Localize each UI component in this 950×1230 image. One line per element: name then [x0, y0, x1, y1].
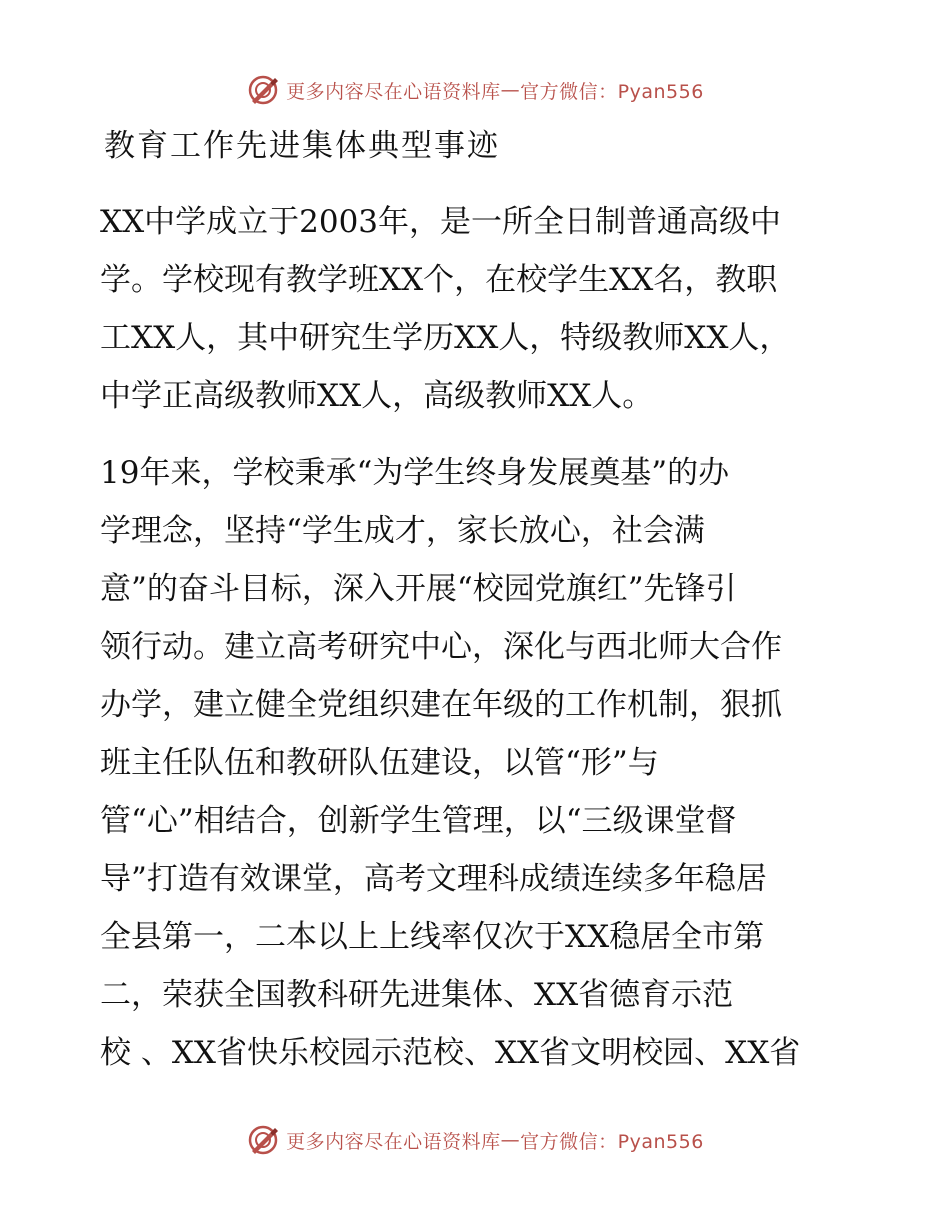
pen-logo-icon	[246, 73, 280, 107]
paragraph-line: 班主任队伍和教研队伍建设，以管“形”与	[100, 745, 659, 781]
paragraph-line: 学理念，坚持“学生成才，家长放心，社会满	[100, 513, 705, 549]
paragraph-2	[100, 444, 852, 1082]
paragraph-line: 领行动。建立高考研究中心，深化与西北师大合作	[100, 629, 782, 665]
watermark-brand: 更多内容尽在心语资料库	[286, 1130, 501, 1153]
paragraph-line: 办学，建立健全党组织建在年级的工作机制，狠抓	[100, 687, 782, 723]
paragraph-line: 全县第一，二本以上上线率仅次于XX稳居全市第	[100, 919, 765, 955]
paragraph-line: 管“心”相结合，创新学生管理，以“三级课堂督	[100, 803, 737, 839]
paragraph-line: XX中学成立于2003年，是一所全日制普通高级中	[100, 204, 782, 240]
document-title: 教育工作先进集体典型事迹	[104, 128, 500, 164]
watermark-brand: 更多内容尽在心语资料库	[286, 80, 501, 103]
watermark-banner-bottom	[0, 1120, 950, 1160]
watermark-account: 官方微信：Pyan556	[520, 80, 704, 103]
paragraph-line: 中学正高级教师XX人，高级教师XX人。	[100, 378, 654, 414]
watermark-account: 官方微信：Pyan556	[520, 1130, 704, 1153]
paragraph-line: 校 、XX省快乐校园示范校、XX省文明校园、XX省	[100, 1035, 801, 1071]
paragraph-1	[100, 193, 852, 425]
watermark-banner-top	[0, 70, 950, 110]
paragraph-line: 19年来，学校秉承“为学生终身发展奠基”的办	[100, 455, 730, 491]
paragraph-line: 二，荣获全国教科研先进集体、XX省德育示范	[100, 977, 734, 1013]
watermark-separator: —	[500, 79, 521, 101]
watermark-separator: —	[500, 1129, 521, 1151]
pen-logo-icon	[246, 1123, 280, 1157]
paragraph-line: 工XX人，其中研究生学历XX人，特级教师XX人，	[100, 320, 791, 356]
paragraph-line: 导”打造有效课堂，高考文理科成绩连续多年稳居	[100, 861, 767, 897]
paragraph-line: 学。学校现有教学班XX个，在校学生XX名，教职	[100, 262, 778, 298]
paragraph-line: 意”的奋斗目标，深入开展“校园党旗红”先锋引	[100, 571, 737, 607]
